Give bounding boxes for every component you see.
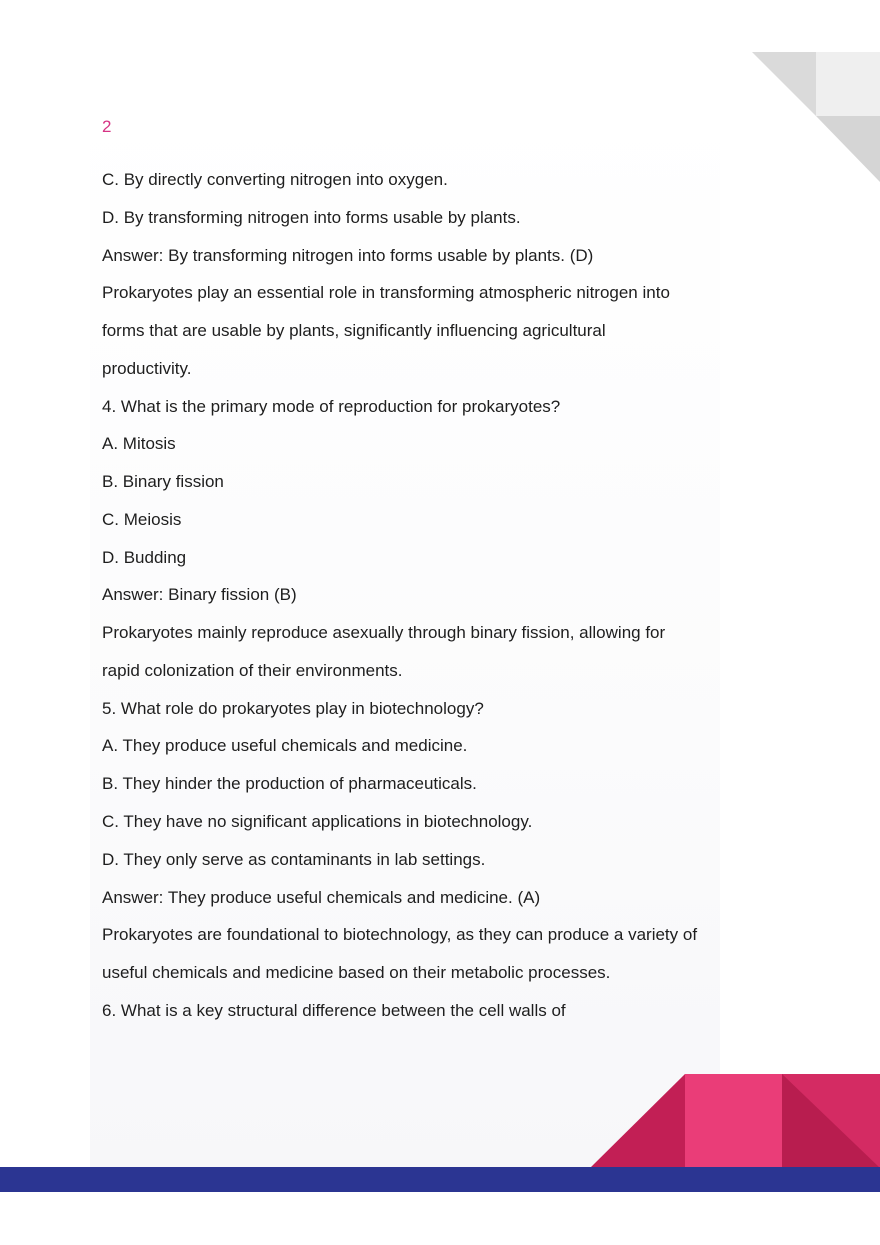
- page-number: 2: [102, 117, 112, 136]
- question-line: 4. What is the primary mode of reproduction for prokaryotes?: [102, 396, 561, 416]
- option-line: C. Meiosis: [102, 509, 182, 529]
- option-line: C. By directly converting nitrogen into oxygen.: [102, 170, 448, 189]
- explanation-line: forms that are usable by plants, significantly influencing agricultural: [102, 321, 606, 341]
- option-line: D. Budding: [102, 547, 187, 567]
- explanation-line: productivity.: [102, 358, 192, 378]
- answer-line: Answer: Binary fission (B): [102, 585, 297, 605]
- answer-line: Answer: They produce useful chemicals and medicine. (A): [102, 887, 541, 907]
- top-corner-decoration: [752, 52, 880, 182]
- option-line: D. They only serve as contaminants in lab settings.: [102, 849, 486, 869]
- option-line: D. By transforming nitrogen into forms usable by plants.: [102, 207, 521, 227]
- document-body: [102, 166, 742, 1035]
- option-line: B. They hinder the production of pharmaceuticals.: [102, 774, 477, 794]
- footer-bar: [0, 1167, 880, 1192]
- option-line: A. Mitosis: [102, 434, 176, 454]
- explanation-line: useful chemicals and medicine based on their metabolic processes.: [102, 963, 611, 983]
- explanation-line: rapid colonization of their environments.: [102, 660, 403, 680]
- answer-line: Answer: By transforming nitrogen into forms usable by plants. (D): [102, 245, 594, 265]
- explanation-line: Prokaryotes mainly reproduce asexually through binary fission, allowing for: [102, 623, 666, 643]
- option-line: B. Binary fission: [102, 472, 224, 492]
- explanation-line: Prokaryotes are foundational to biotechnology, as they can produce a variety of: [102, 925, 698, 945]
- bottom-corner-decoration: [590, 1074, 880, 1168]
- question-line: 5. What role do prokaryotes play in biotechnology?: [102, 698, 484, 718]
- explanation-line: Prokaryotes play an essential role in transforming atmospheric nitrogen into: [102, 283, 670, 303]
- option-line: C. They have no significant applications in biotechnology.: [102, 812, 533, 832]
- question-line: 6. What is a key structural difference between the cell walls of: [102, 1000, 566, 1020]
- option-line: A. They produce useful chemicals and medicine.: [102, 736, 468, 756]
